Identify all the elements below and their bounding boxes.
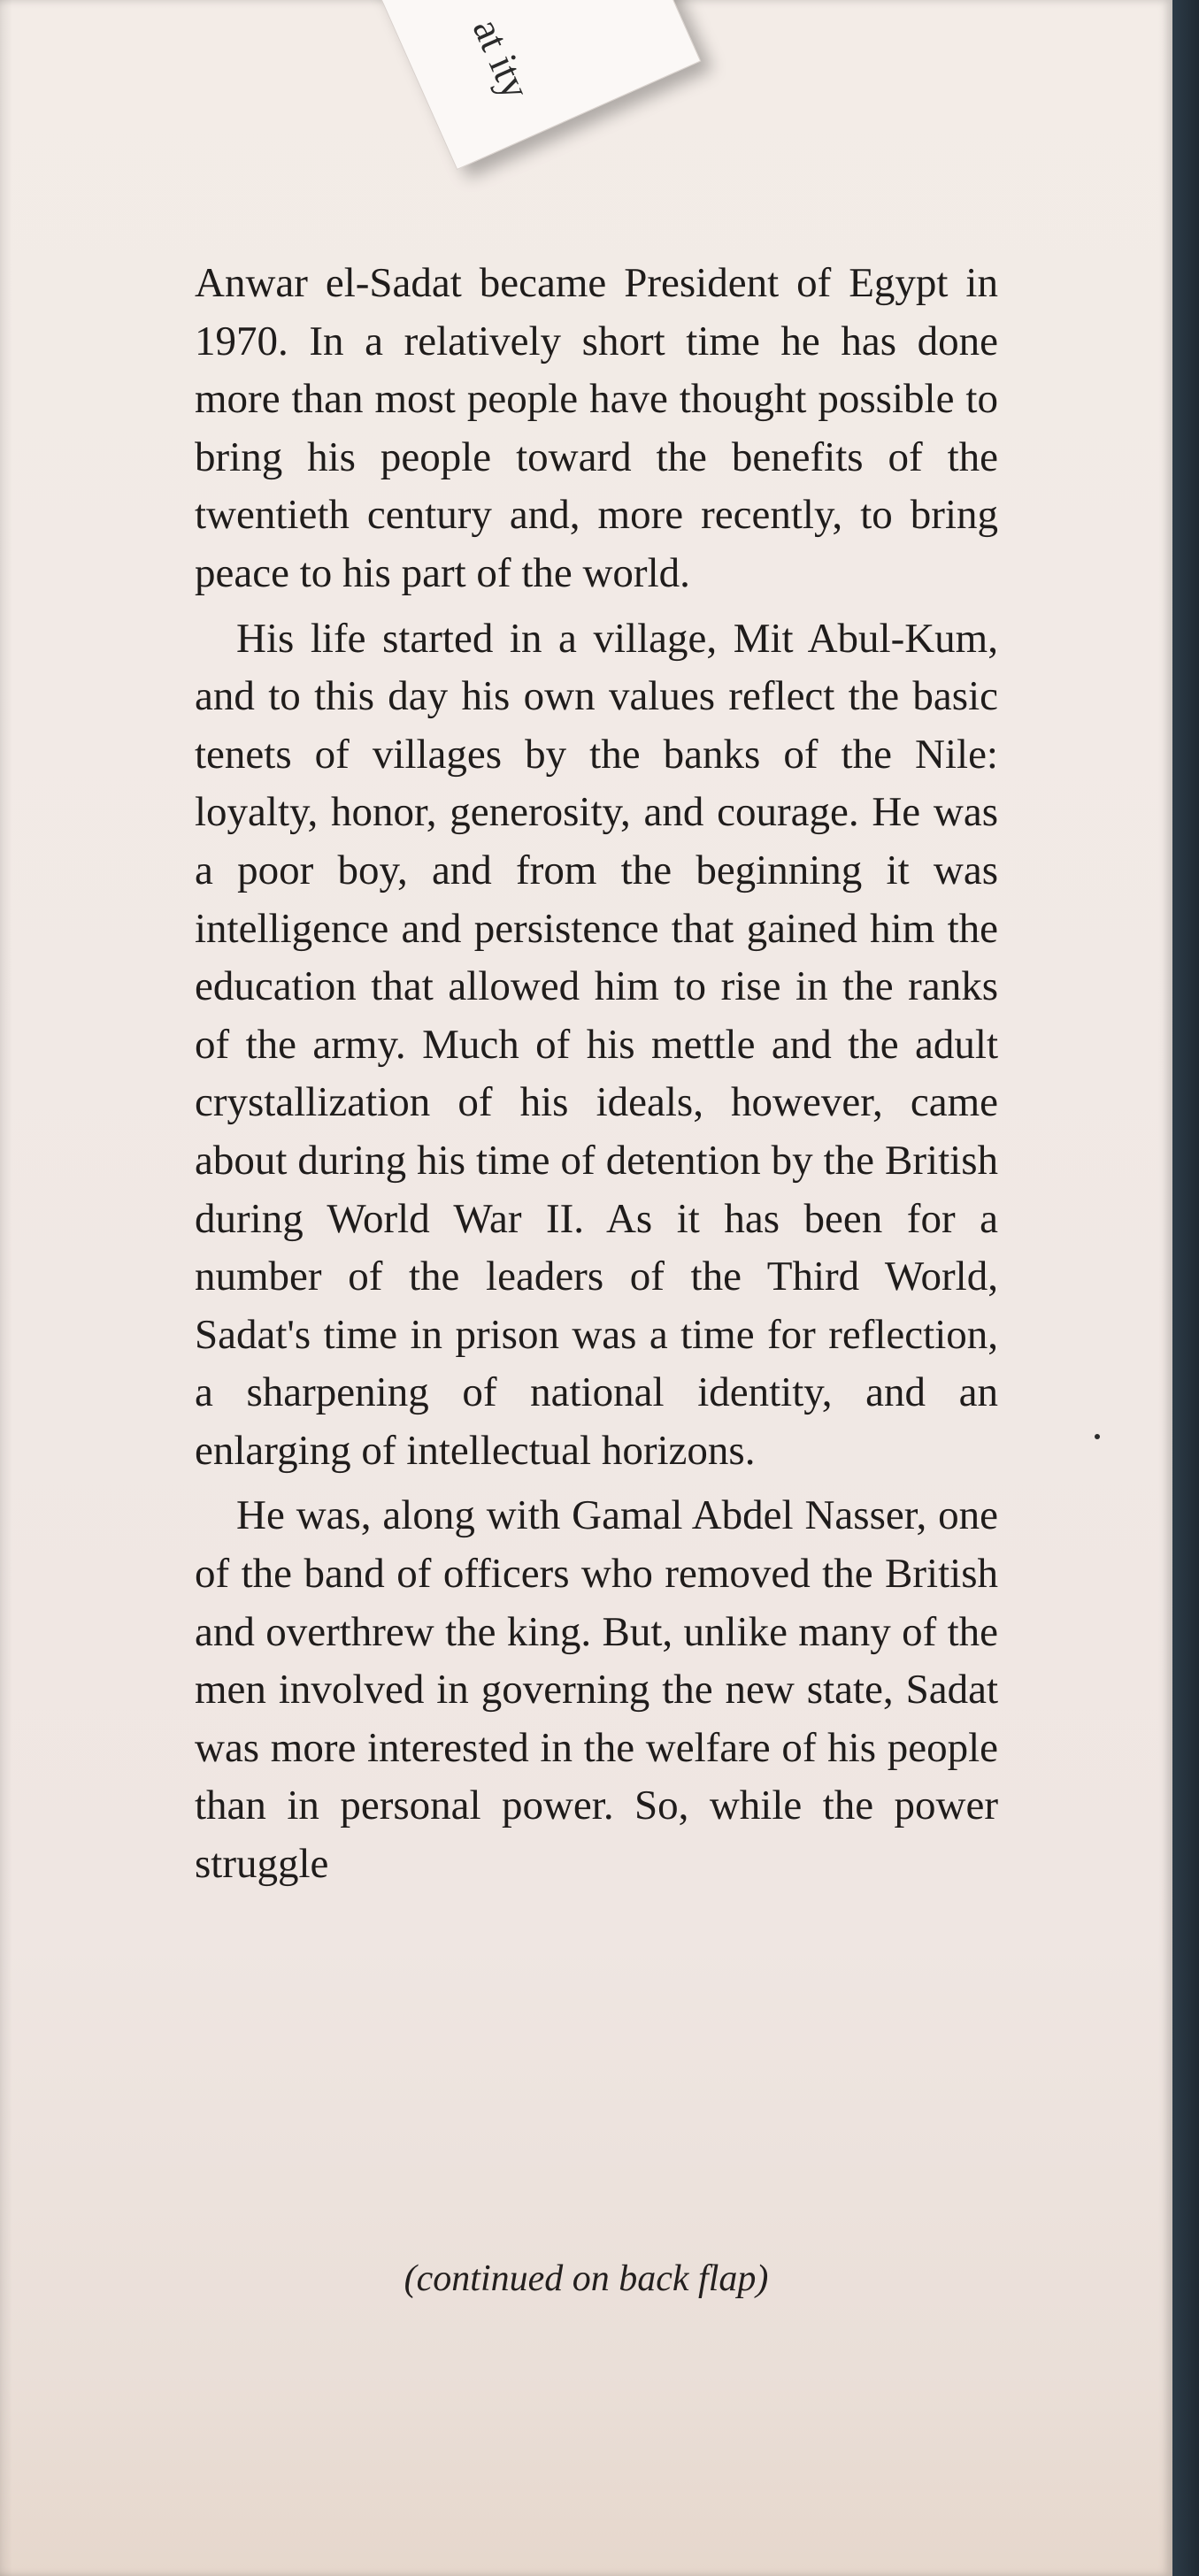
dust-spot [1095,1434,1100,1439]
paragraph-3: He was, along with Gamal Abdel Nasser, one of the band of officers who removed the British and overthrew the king. But, unlike many of the men involved in governing the new state, Sadat was more interested in the welfare of his people than in personal power. So, while the power struggle [195,1492,998,1888]
flap-text [195,255,998,1901]
continued-note: (continued on back flap) [404,2258,769,2299]
background-edge [1172,0,1199,2576]
page-shadow [0,0,12,2576]
paragraph-2: His life started in a village, Mit Abul-Kum, and to this day his own values reflect the basic tenets of villages by the banks of the Nile: loyalty, honor, generosity, and courage. He was a poor boy, and from the beginning it was intelligence and persistence that gained him the education that allowed him to rise in the ranks of the army. Much of his mettle and the adult crystallization of his ideals, however, came about during his time of detention by the British during World War II. As it has been for a number of the leaders of the Third World, Sadat's time in prison was a time for reflection, a sharpening of national identity, and an enlarging of intellectual horizons. [195,615,998,1474]
bookmark-card [363,0,701,170]
paragraph-1: Anwar el-Sadat became President of Egypt in 1970. In a relatively short time he has done more than most people have thought possible to bring his people toward the benefits of the twentieth century and, more recently, to bring peace to his part of the world. [195,260,998,596]
bookmark-text: at ity [464,12,540,106]
